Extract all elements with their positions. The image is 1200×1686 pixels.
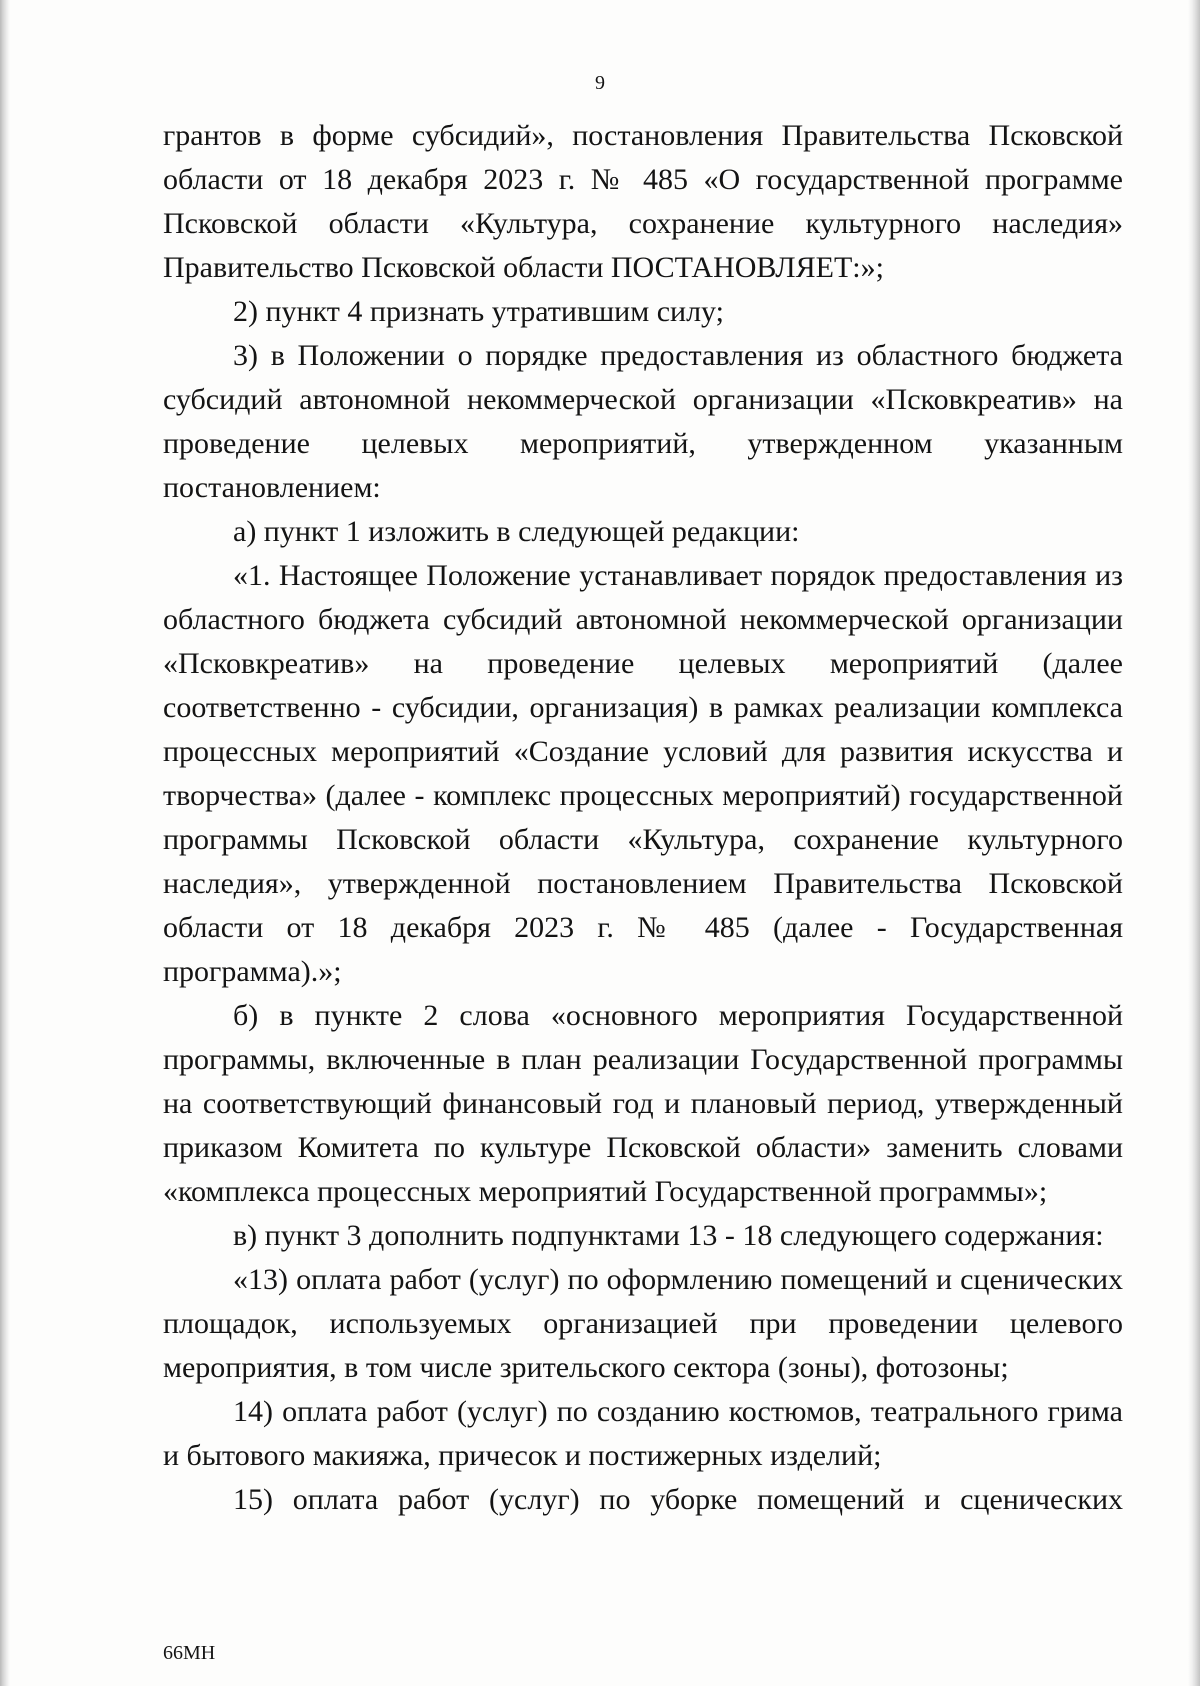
- page-number: 9: [595, 72, 605, 94]
- paragraph-subpoint-15: 15) оплата работ (услуг) по уборке помещений и сценических: [233, 1483, 1123, 1516]
- footer-document-code: 66МН: [163, 1642, 216, 1664]
- scan-edge-left: [0, 0, 10, 1686]
- paragraph-subpoint-14: 14) оплата работ (услуг) по созданию костюмов, театрального грима и бытового макияжа, причесок и постижерных изделий;: [163, 1395, 1123, 1472]
- document-body: [163, 114, 1123, 1522]
- paragraph-continuation: грантов в форме субсидий», постановления Правительства Псковской области от 18 декабря 2023 г. № 485 «О государственной программе Псковской области «Культура, сохранение культурного наследия» Правительство Псковской области ПОСТАНОВЛЯЕТ:»;: [163, 119, 1123, 284]
- paragraph-subitem-a: а) пункт 1 изложить в следующей редакции:: [233, 515, 800, 548]
- paragraph-item-2: 2) пункт 4 признать утратившим силу;: [233, 295, 725, 328]
- paragraph-subitem-b: б) в пункте 2 слова «основного мероприятия Государственной программы, включенные в план реализации Государственной программы на соответствующий финансовый год и плановый период, утвержденный приказом Комитета по культуре Псковской области» заменить словами «комплекса процессных мероприятий Государственной программы»;: [163, 999, 1123, 1208]
- paragraph-subpoint-13: «13) оплата работ (услуг) по оформлению помещений и сценических площадок, используемых организацией при проведении целевого мероприятия, в том числе зрительского сектора (зоны), фотозоны;: [163, 1263, 1123, 1384]
- paragraph-subitem-v: в) пункт 3 дополнить подпунктами 13 - 18 следующего содержания:: [233, 1219, 1104, 1252]
- paragraph-item-3: 3) в Положении о порядке предоставления из областного бюджета субсидий автономной некоммерческой организации «Псковкреатив» на проведение целевых мероприятий, утвержденном указанным постановлением:: [163, 339, 1123, 504]
- scan-edge-right: [1188, 0, 1200, 1686]
- paragraph-clause-1: «1. Настоящее Положение устанавливает порядок предоставления из областного бюджета субсидий автономной некоммерческой организации «Псковкреатив» на проведение целевых мероприятий (далее соответственно - субсидии, организация) в рамках реализации комплекса процессных мероприятий «Создание условий для развития искусства и творчества» (далее - комплекс процессных мероприятий) государственной программы Псковской области «Культура, сохранение культурного наследия», утвержденной постановлением Правительства Псковской области от 18 декабря 2023 г. № 485 (далее - Государственная программа).»;: [163, 559, 1123, 988]
